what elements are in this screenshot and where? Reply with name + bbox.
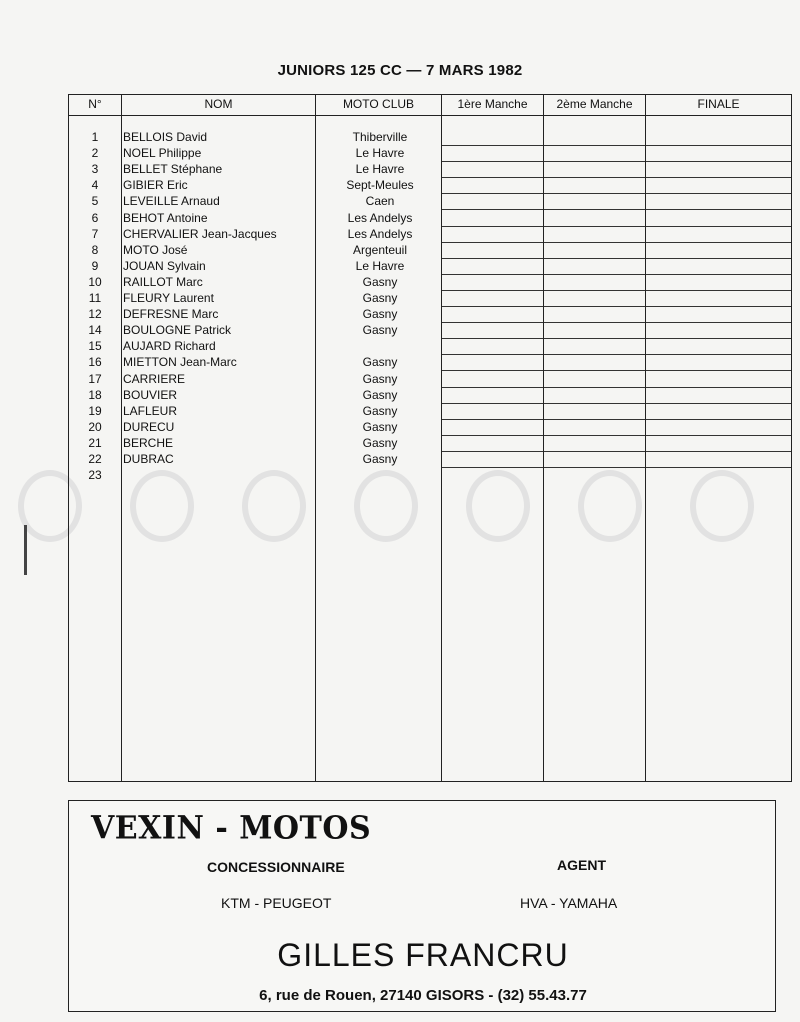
grid-line bbox=[544, 161, 645, 162]
grid-line bbox=[544, 338, 645, 339]
rider-name: JOUAN Sylvain bbox=[123, 258, 206, 273]
row-number: 6 bbox=[91, 210, 99, 225]
ad-brand: VEXIN - MOTOS bbox=[91, 810, 372, 847]
rider-name: DUBRAC bbox=[123, 452, 174, 466]
row-number: 9 bbox=[91, 258, 99, 273]
punch-mark bbox=[24, 525, 27, 575]
moto-club: Gasny bbox=[362, 419, 398, 434]
rider-name: BOUVIER bbox=[123, 387, 178, 402]
grid-line bbox=[544, 387, 645, 388]
rider-name: AUJARD Richard bbox=[123, 339, 216, 354]
moto-club: Gasny bbox=[362, 371, 398, 386]
header-moto-club: MOTO CLUB bbox=[342, 97, 415, 111]
grid-line bbox=[544, 435, 645, 436]
row-number: 7 bbox=[91, 226, 99, 241]
grid-line bbox=[544, 419, 645, 420]
row-number: 21 bbox=[88, 435, 102, 450]
grid-line bbox=[442, 177, 543, 178]
grid-line bbox=[442, 145, 543, 146]
row-number: 2 bbox=[91, 146, 99, 161]
grid-line bbox=[442, 338, 543, 339]
row-number: 22 bbox=[88, 452, 102, 466]
moto-club: Les Andelys bbox=[347, 210, 413, 225]
rider-name: BELLET Stéphane bbox=[123, 162, 223, 177]
grid-line bbox=[646, 451, 791, 452]
row-number: 1 bbox=[91, 130, 99, 144]
rider-name: MIETTON Jean-Marc bbox=[123, 355, 237, 370]
row-number: 4 bbox=[91, 178, 99, 193]
grid-line bbox=[442, 226, 543, 227]
grid-line bbox=[646, 306, 791, 307]
grid-line bbox=[442, 419, 543, 420]
header-manche-1: 1ère Manche bbox=[457, 97, 528, 111]
grid-line bbox=[544, 258, 645, 259]
column-divider bbox=[543, 95, 544, 781]
ad-dealer-label: CONCESSIONNAIRE bbox=[207, 859, 345, 875]
grid-line bbox=[442, 306, 543, 307]
rider-name: BELLOIS David bbox=[123, 130, 208, 144]
row-number: 15 bbox=[88, 339, 102, 354]
moto-club: Gasny bbox=[362, 387, 398, 402]
rider-name: GIBIER Eric bbox=[123, 178, 188, 193]
grid-line bbox=[442, 467, 543, 468]
grid-line bbox=[646, 338, 791, 339]
grid-line bbox=[544, 354, 645, 355]
grid-line bbox=[442, 387, 543, 388]
grid-line bbox=[544, 177, 645, 178]
grid-line bbox=[442, 193, 543, 194]
row-number: 20 bbox=[88, 419, 102, 434]
row-number: 11 bbox=[88, 291, 102, 305]
moto-club: Caen bbox=[365, 194, 395, 209]
header-finale: FINALE bbox=[697, 97, 740, 111]
column-divider bbox=[645, 95, 646, 781]
row-number: 3 bbox=[91, 162, 99, 177]
grid-line bbox=[646, 274, 791, 275]
page-title: JUNIORS 125 CC — 7 MARS 1982 bbox=[277, 62, 523, 79]
rider-name: CARRIERE bbox=[123, 371, 186, 386]
grid-line bbox=[646, 467, 791, 468]
ad-owner: GILLES FRANCRU bbox=[277, 937, 569, 973]
rider-name: BEHOT Antoine bbox=[123, 210, 208, 225]
grid-line bbox=[544, 322, 645, 323]
results-table bbox=[68, 94, 792, 782]
grid-line bbox=[646, 242, 791, 243]
moto-club: Le Havre bbox=[355, 258, 405, 273]
moto-club: Gasny bbox=[362, 274, 398, 289]
grid-line bbox=[442, 451, 543, 452]
grid-line bbox=[646, 161, 791, 162]
moto-club: Sept-Meules bbox=[346, 178, 414, 193]
row-number: 8 bbox=[91, 242, 99, 257]
moto-club: Argenteuil bbox=[352, 242, 408, 257]
grid-line bbox=[646, 193, 791, 194]
grid-line bbox=[544, 467, 645, 468]
row-number: 5 bbox=[91, 194, 99, 209]
moto-club: Gasny bbox=[362, 323, 398, 338]
grid-line bbox=[646, 226, 791, 227]
grid-line bbox=[442, 435, 543, 436]
row-number: 17 bbox=[88, 371, 102, 386]
rider-name: RAILLOT Marc bbox=[123, 274, 203, 289]
moto-club: Gasny bbox=[362, 291, 398, 305]
ad-dealer-brands: KTM - PEUGEOT bbox=[221, 895, 332, 911]
moto-club: Le Havre bbox=[355, 146, 405, 161]
rider-name: NOEL Philippe bbox=[123, 146, 202, 161]
grid-line bbox=[442, 354, 543, 355]
grid-line bbox=[442, 370, 543, 371]
grid-line bbox=[646, 145, 791, 146]
row-number: 16 bbox=[88, 355, 102, 370]
rider-name: MOTO José bbox=[123, 242, 188, 257]
grid-line bbox=[442, 290, 543, 291]
moto-club: Le Havre bbox=[355, 162, 405, 177]
grid-line bbox=[544, 193, 645, 194]
header-manche-2: 2ème Manche bbox=[556, 97, 633, 111]
grid-line bbox=[544, 290, 645, 291]
row-number: 23 bbox=[88, 468, 102, 483]
grid-line bbox=[646, 419, 791, 420]
grid-line bbox=[544, 306, 645, 307]
rider-name: BOULOGNE Patrick bbox=[123, 323, 232, 338]
grid-line bbox=[646, 370, 791, 371]
grid-line bbox=[442, 403, 543, 404]
grid-line bbox=[544, 451, 645, 452]
header-divider bbox=[69, 115, 791, 116]
row-number: 14 bbox=[88, 323, 102, 338]
moto-club: Gasny bbox=[362, 355, 398, 370]
grid-line bbox=[646, 403, 791, 404]
grid-line bbox=[646, 209, 791, 210]
moto-club: Gasny bbox=[362, 435, 398, 450]
rider-name: LEVEILLE Arnaud bbox=[123, 194, 220, 209]
row-number: 19 bbox=[88, 403, 102, 418]
rider-name: DURECU bbox=[123, 419, 175, 434]
grid-line bbox=[646, 258, 791, 259]
header-nom: NOM bbox=[204, 97, 233, 111]
moto-club: Thiberville bbox=[352, 130, 408, 144]
grid-line bbox=[544, 274, 645, 275]
grid-line bbox=[544, 242, 645, 243]
grid-line bbox=[442, 209, 543, 210]
grid-line bbox=[442, 242, 543, 243]
row-number: 18 bbox=[88, 387, 102, 402]
advertisement bbox=[68, 800, 776, 1012]
grid-line bbox=[442, 274, 543, 275]
rider-name: FLEURY Laurent bbox=[123, 291, 214, 305]
grid-line bbox=[442, 322, 543, 323]
ad-agent-brands: HVA - YAMAHA bbox=[520, 895, 618, 911]
moto-club: Gasny bbox=[362, 452, 398, 466]
rider-name: CHERVALIER Jean-Jacques bbox=[123, 226, 277, 241]
rider-name: BERCHE bbox=[123, 435, 174, 450]
grid-line bbox=[442, 258, 543, 259]
grid-line bbox=[646, 354, 791, 355]
grid-line bbox=[544, 209, 645, 210]
grid-line bbox=[646, 290, 791, 291]
row-number: 12 bbox=[88, 307, 102, 322]
header-num: N° bbox=[88, 97, 102, 111]
grid-line bbox=[646, 177, 791, 178]
ad-address: 6, rue de Rouen, 27140 GISORS - (32) 55.43.77 bbox=[259, 987, 587, 1004]
grid-line bbox=[646, 322, 791, 323]
moto-club: Les Andelys bbox=[347, 226, 413, 241]
grid-line bbox=[442, 161, 543, 162]
row-number: 10 bbox=[88, 274, 102, 289]
ad-agent-label: AGENT bbox=[557, 857, 606, 873]
grid-line bbox=[544, 145, 645, 146]
column-divider bbox=[121, 95, 122, 781]
moto-club: Gasny bbox=[362, 307, 398, 322]
grid-line bbox=[544, 403, 645, 404]
rider-name: DEFRESNE Marc bbox=[123, 307, 219, 322]
moto-club: Gasny bbox=[362, 403, 398, 418]
grid-line bbox=[646, 435, 791, 436]
grid-line bbox=[646, 387, 791, 388]
grid-line bbox=[544, 226, 645, 227]
grid-line bbox=[544, 370, 645, 371]
rider-name: LAFLEUR bbox=[123, 403, 178, 418]
